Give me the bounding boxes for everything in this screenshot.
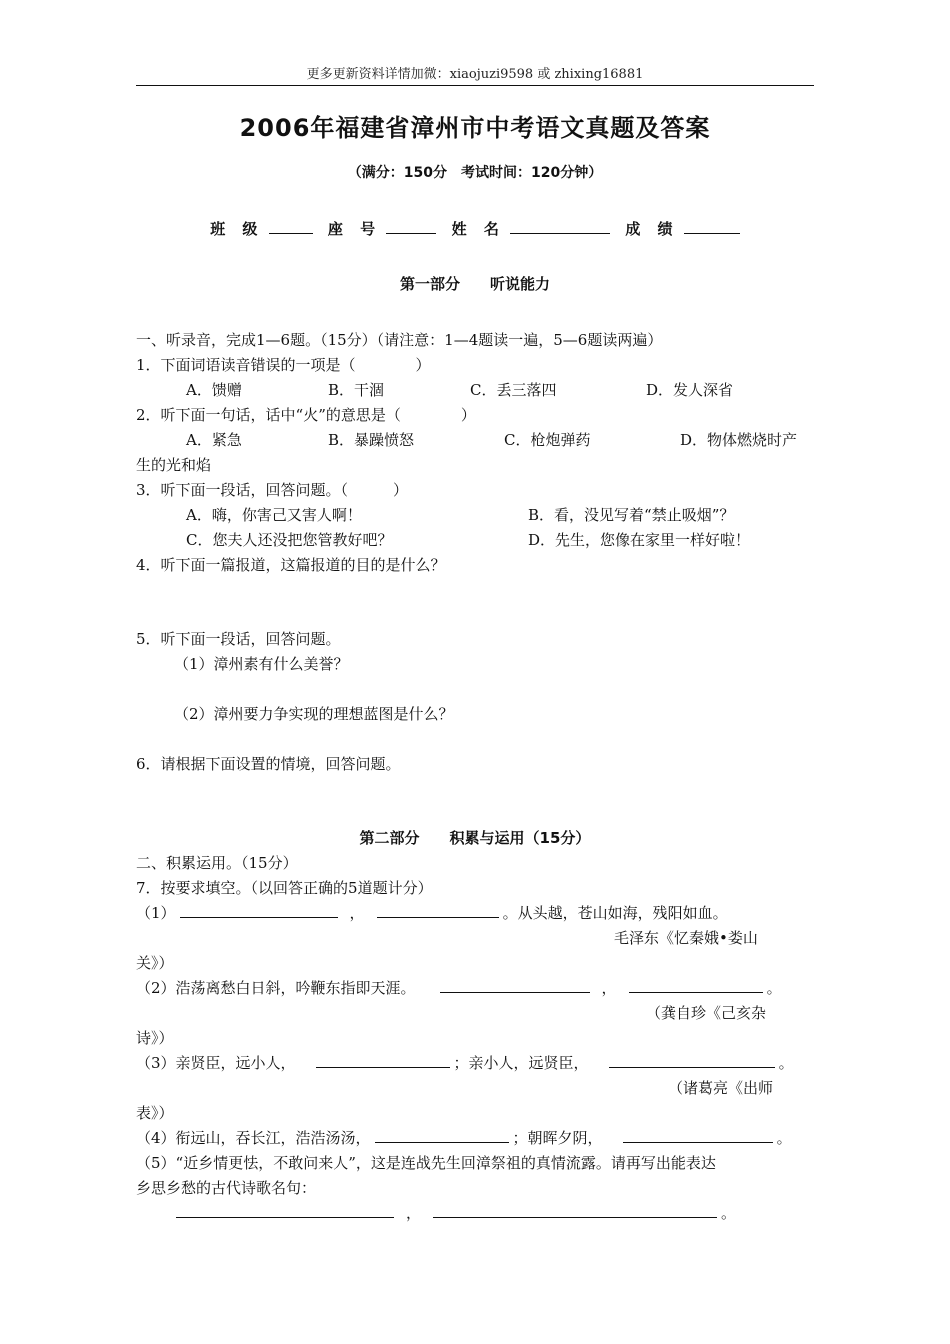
q7-item5: （5）“近乡情更怯，不敢问来人”，这是连战先生回漳祭祖的真情流露。请再写出能表达 — [136, 1154, 716, 1172]
q1-option-a: A．馈赠 — [186, 381, 242, 399]
item3-source: （诸葛亮《出师 — [668, 1079, 774, 1097]
q6-stem: 6．请根据下面设置的情境，回答问题。 — [136, 755, 401, 773]
part1-intro: 一、听录音，完成1—6题。（15分）（请注意：1—4题读一遍，5—6题读两遍） — [136, 331, 663, 349]
page-title: 2006年福建省漳州市中考语文真题及答案 — [239, 114, 711, 142]
q3-option-d: D．先生，您像在家里一样好啦！ — [528, 531, 751, 549]
score-blank[interactable] — [684, 219, 740, 234]
item2-blank2[interactable] — [629, 978, 763, 993]
q7-item1 — [136, 902, 728, 923]
q2-option-d: D．物体燃烧时产 — [680, 431, 798, 449]
item1-label: （1） — [136, 904, 176, 922]
q5-sub2: （2）漳州要力争实现的理想蓝图是什么？ — [174, 705, 454, 723]
q3-stem: 3．听下面一段话，回答问题。（ ） — [136, 481, 409, 499]
item3-end: 。 — [778, 1054, 794, 1072]
item5-blank1[interactable] — [176, 1203, 394, 1218]
item4-text: （4）衔远山，吞长江，浩浩汤汤， — [136, 1129, 371, 1147]
q3-option-a: A．嗨，你害己又害人啊！ — [186, 506, 362, 524]
q7-stem: 7．按要求填空。（以回答正确的5道题计分） — [136, 879, 433, 897]
q1-stem: 1．下面词语读音错误的一项是（ ） — [136, 356, 431, 374]
q3-option-c: C．您夫人还没把您管教好吧？ — [186, 531, 393, 549]
q2-option-d-cont: 生的光和焰 — [136, 456, 212, 474]
exam-subtitle: （满分：150分 考试时间：120分钟） — [347, 165, 603, 181]
item5-sep: ， — [406, 1204, 422, 1222]
item4-mid: ；朝晖夕阴， — [512, 1129, 603, 1147]
q4-stem: 4．听下面一篇报道，这篇报道的目的是什么？ — [136, 556, 446, 574]
item1-blank2[interactable] — [377, 903, 499, 918]
item4-blank2[interactable] — [623, 1128, 773, 1143]
item4-end: 。 — [776, 1129, 792, 1147]
item4-blank1[interactable] — [375, 1128, 509, 1143]
q2-option-a: A．紧急 — [186, 431, 242, 449]
item2-source: （龚自珍《己亥杂 — [646, 1004, 767, 1022]
item2-text: （2）浩荡离愁白日斜，吟鞭东指即天涯。 — [136, 979, 416, 997]
q7-item4 — [136, 1127, 792, 1148]
q1-option-b: B．干涸 — [328, 381, 385, 399]
header-rule — [136, 85, 814, 86]
student-info-line — [136, 218, 814, 239]
item5-answer-line — [176, 1202, 736, 1223]
item2-source-cont: 诗》） — [136, 1029, 174, 1047]
q7-item3 — [136, 1052, 794, 1073]
item3-source-cont: 表》） — [136, 1104, 174, 1122]
header-note: 更多更新资料详情加微：xiaojuzi9598 或 zhixing16881 — [306, 67, 644, 82]
q5-stem: 5．听下面一段话，回答问题。 — [136, 630, 341, 648]
item5-blank2[interactable] — [433, 1203, 717, 1218]
q1-option-c: C．丢三落四 — [470, 381, 557, 399]
item1-tail: 。从头越，苍山如海，残阳如血。 — [502, 904, 728, 922]
seat-blank[interactable] — [386, 219, 436, 234]
q2-option-c: C．枪炮弹药 — [504, 431, 591, 449]
q5-sub1: （1）漳州素有什么美誉？ — [174, 655, 349, 673]
item3-mid: ；亲小人，远贤臣， — [453, 1054, 589, 1072]
item1-sep: ， — [349, 904, 365, 922]
item2-sep: ， — [601, 979, 617, 997]
item1-source: 毛泽东《忆秦娥•娄山 — [614, 929, 758, 947]
part2-heading: 第二部分 积累与运用（15分） — [359, 829, 591, 847]
q2-stem: 2．听下面一句话，话中“火”的意思是（ ） — [136, 406, 476, 424]
class-blank[interactable] — [269, 219, 313, 234]
part1-heading: 第一部分 听说能力 — [399, 275, 550, 293]
item5-cont: 乡思乡愁的古代诗歌名句： — [136, 1179, 317, 1197]
item5-end: 。 — [721, 1204, 737, 1222]
item2-end: 。 — [766, 979, 782, 997]
name-blank[interactable] — [510, 219, 610, 234]
score-label: 成 绩 — [625, 220, 679, 238]
part2-intro: 二、积累运用。（15分） — [136, 854, 298, 872]
seat-label: 座 号 — [327, 220, 382, 238]
item3-text: （3）亲贤臣，远小人， — [136, 1054, 296, 1072]
class-label: 班 级 — [210, 220, 264, 238]
q1-option-d: D．发人深省 — [646, 381, 734, 399]
name-label: 姓 名 — [451, 220, 505, 238]
item3-blank2[interactable] — [609, 1053, 775, 1068]
item1-source-cont: 关》） — [136, 954, 174, 972]
item2-blank1[interactable] — [440, 978, 590, 993]
q3-option-b: B．看，没见写着“禁止吸烟”？ — [528, 506, 735, 524]
q7-item2 — [136, 977, 782, 998]
item3-blank1[interactable] — [316, 1053, 450, 1068]
q2-option-b: B．暴躁愤怒 — [328, 431, 415, 449]
item1-blank1[interactable] — [180, 903, 338, 918]
